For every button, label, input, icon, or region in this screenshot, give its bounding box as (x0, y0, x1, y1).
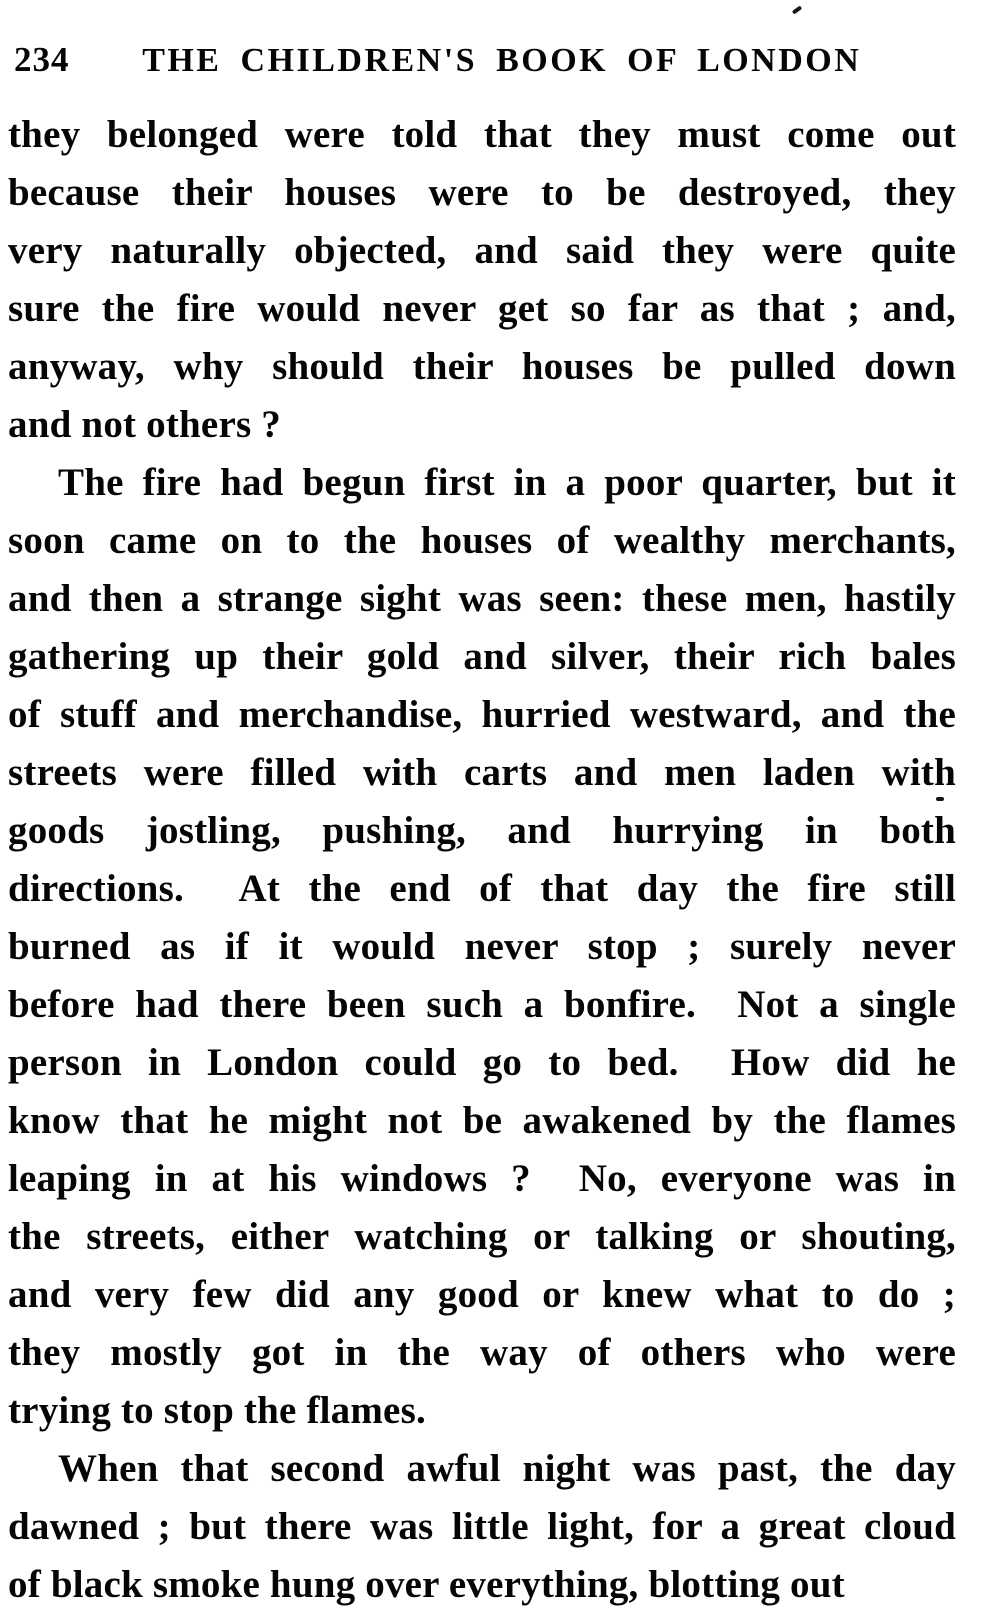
text-line: the streets, either watching or talking or shouting, (8, 1215, 956, 1258)
text-line: know that he might not be awakened by the flames (8, 1099, 956, 1142)
text-line: When that second awful night was past, the day (58, 1447, 956, 1490)
text-line: soon came on to the houses of wealthy merchants, (8, 519, 956, 562)
text-line: goods jostling, pushing, and hurrying in both (8, 809, 956, 852)
text-line: they belonged were told that they must come out (8, 113, 956, 156)
text-line: person in London could go to bed. How did he (8, 1041, 956, 1084)
paragraph (8, 1440, 956, 1614)
page-header (14, 40, 964, 80)
page-number: 234 (14, 40, 70, 79)
text-line: they mostly got in the way of others who were (8, 1331, 956, 1374)
text-line: directions. At the end of that day the fire still (8, 867, 956, 910)
text-line: burned as if it would never stop ; surely never (8, 925, 956, 968)
text-line: and not others ? (8, 403, 281, 446)
text-line: sure the fire would never get so far as that ; and, (8, 287, 956, 330)
running-title: THE CHILDREN'S BOOK OF LONDON (142, 42, 862, 79)
body-text (8, 106, 956, 1614)
text-line: gathering up their gold and silver, their rich bales (8, 635, 956, 678)
text-line: leaping in at his windows ? No, everyone was in (8, 1157, 956, 1200)
text-line: trying to stop the flames. (8, 1389, 426, 1432)
paragraph (8, 106, 956, 454)
text-line: dawned ; but there was little light, for a great cloud (8, 1505, 956, 1548)
text-line: of black smoke hung over everything, blotting out (8, 1563, 845, 1606)
text-line: anyway, why should their houses be pulled down (8, 345, 956, 388)
text-line: and very few did any good or knew what to do ; (8, 1273, 956, 1316)
text-line: The fire had begun first in a poor quarter, but it (58, 461, 956, 504)
text-line: very naturally objected, and said they were quite (8, 229, 956, 272)
paragraph (8, 454, 956, 1440)
text-line: before had there been such a bonfire. Not a single (8, 983, 956, 1026)
text-line: streets were filled with carts and men laden with (8, 751, 956, 794)
text-line: of stuff and merchandise, hurried westward, and the (8, 693, 956, 736)
text-line: because their houses were to be destroyed, they (8, 171, 956, 214)
text-line: and then a strange sight was seen: these men, hastily (8, 577, 956, 620)
ink-speck-top-right (792, 5, 802, 14)
